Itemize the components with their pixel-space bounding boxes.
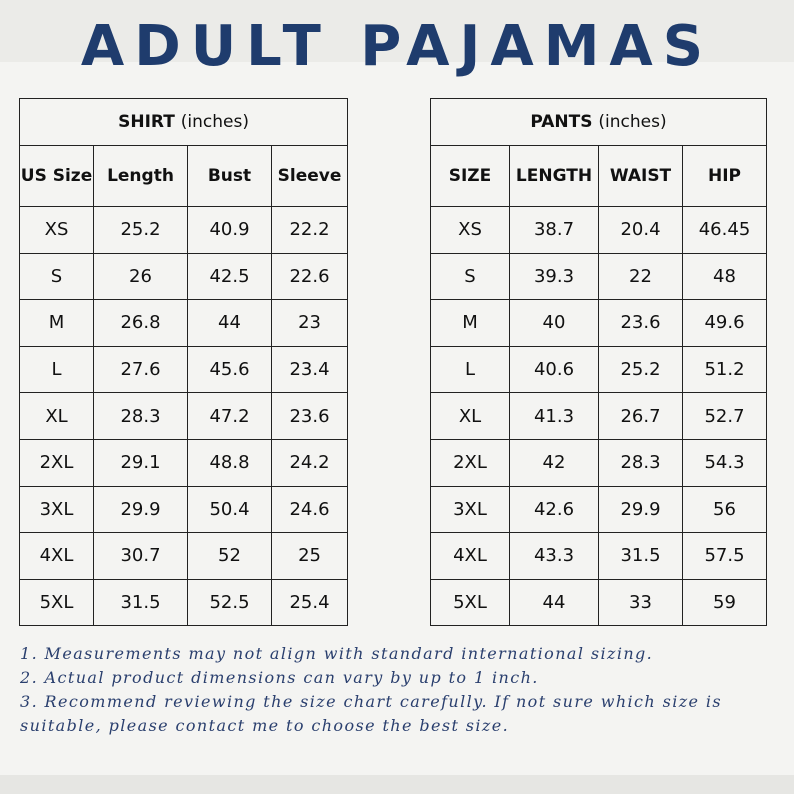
shirt-cell-bust: 45.6 (188, 346, 272, 393)
pants-table-row (431, 439, 767, 486)
pants-table-row (431, 300, 767, 347)
pants-header-waist: WAIST (599, 146, 683, 207)
shirt-cell-us-size: 2XL (20, 439, 94, 486)
shirt-cell-bust: 44 (188, 300, 272, 347)
pants-header-length: LENGTH (510, 146, 599, 207)
pants-table-row (431, 346, 767, 393)
pants-cell-waist: 26.7 (599, 393, 683, 440)
shirt-cell-length: 25.2 (94, 207, 188, 254)
shirt-cell-sleeve: 23 (272, 300, 348, 347)
pants-cell-size: 5XL (431, 579, 510, 626)
pants-cell-waist: 31.5 (599, 533, 683, 580)
shirt-table-body (20, 207, 348, 626)
pants-cell-hip: 49.6 (683, 300, 767, 347)
pants-cell-size: XS (431, 207, 510, 254)
pants-size-table (430, 98, 767, 626)
shirt-cell-bust: 47.2 (188, 393, 272, 440)
pants-table-row (431, 579, 767, 626)
shirt-cell-length: 26.8 (94, 300, 188, 347)
pants-cell-hip: 52.7 (683, 393, 767, 440)
shirt-caption-label: SHIRT (118, 112, 175, 132)
pants-table-row (431, 253, 767, 300)
shirt-table-row (20, 486, 348, 533)
note-3: 3. Recommend reviewing the size chart carefully. If not sure which size is suitable, please contact me to choose the best size. (20, 692, 723, 735)
pants-cell-size: 4XL (431, 533, 510, 580)
shirt-size-table (19, 98, 348, 626)
shirt-table-row (20, 439, 348, 486)
page-title: ADULT PAJAMAS (80, 14, 714, 79)
shirt-cell-sleeve: 24.6 (272, 486, 348, 533)
pants-cell-waist: 20.4 (599, 207, 683, 254)
shirt-header-size: US Size (20, 146, 94, 207)
footer-band (0, 775, 794, 794)
note-1: 1. Measurements may not align with standard international sizing. (20, 644, 654, 663)
pants-table-row (431, 207, 767, 254)
shirt-cell-sleeve: 25 (272, 533, 348, 580)
pants-table-row (431, 486, 767, 533)
shirt-cell-length: 27.6 (94, 346, 188, 393)
shirt-cell-length: 26 (94, 253, 188, 300)
pants-cell-hip: 54.3 (683, 439, 767, 486)
pants-table-body (431, 207, 767, 626)
shirt-cell-length: 29.1 (94, 439, 188, 486)
pants-cell-size: M (431, 300, 510, 347)
shirt-cell-length: 28.3 (94, 393, 188, 440)
shirt-table-row (20, 253, 348, 300)
pants-header-hip: HIP (683, 146, 767, 207)
shirt-cell-bust: 48.8 (188, 439, 272, 486)
shirt-cell-sleeve: 24.2 (272, 439, 348, 486)
pants-cell-hip: 48 (683, 253, 767, 300)
pants-header-size: SIZE (431, 146, 510, 207)
shirt-cell-length: 31.5 (94, 579, 188, 626)
shirt-table-row (20, 300, 348, 347)
shirt-cell-sleeve: 22.2 (272, 207, 348, 254)
pants-cell-hip: 57.5 (683, 533, 767, 580)
note-2: 2. Actual product dimensions can vary by up to 1 inch. (20, 668, 539, 687)
pants-cell-hip: 59 (683, 579, 767, 626)
shirt-table-row (20, 346, 348, 393)
pants-cell-hip: 46.45 (683, 207, 767, 254)
shirt-cell-bust: 50.4 (188, 486, 272, 533)
shirt-table-row (20, 207, 348, 254)
pants-cell-size: S (431, 253, 510, 300)
pants-cell-length: 40.6 (510, 346, 599, 393)
shirt-header-sleeve: Sleeve (272, 146, 348, 207)
pants-cell-waist: 23.6 (599, 300, 683, 347)
pants-cell-size: L (431, 346, 510, 393)
shirt-cell-sleeve: 25.4 (272, 579, 348, 626)
shirt-header-bust: Bust (188, 146, 272, 207)
pants-cell-hip: 51.2 (683, 346, 767, 393)
pants-caption-unit: (inches) (598, 112, 667, 132)
shirt-cell-us-size: 5XL (20, 579, 94, 626)
pants-cell-length: 43.3 (510, 533, 599, 580)
pants-cell-size: 3XL (431, 486, 510, 533)
pants-caption-label: PANTS (530, 112, 593, 132)
shirt-cell-us-size: XS (20, 207, 94, 254)
pants-cell-length: 40 (510, 300, 599, 347)
shirt-cell-bust: 42.5 (188, 253, 272, 300)
pants-cell-waist: 33 (599, 579, 683, 626)
shirt-caption-unit: (inches) (180, 112, 249, 132)
pants-cell-size: XL (431, 393, 510, 440)
pants-cell-length: 39.3 (510, 253, 599, 300)
pants-cell-length: 44 (510, 579, 599, 626)
shirt-cell-sleeve: 23.4 (272, 346, 348, 393)
pants-cell-length: 42.6 (510, 486, 599, 533)
shirt-header-length: Length (94, 146, 188, 207)
pants-cell-hip: 56 (683, 486, 767, 533)
shirt-table-row (20, 579, 348, 626)
pants-cell-waist: 29.9 (599, 486, 683, 533)
shirt-cell-us-size: 4XL (20, 533, 94, 580)
shirt-cell-us-size: 3XL (20, 486, 94, 533)
shirt-cell-us-size: XL (20, 393, 94, 440)
size-notes (20, 642, 780, 738)
shirt-cell-us-size: L (20, 346, 94, 393)
shirt-cell-us-size: S (20, 253, 94, 300)
pants-cell-waist: 25.2 (599, 346, 683, 393)
shirt-cell-bust: 52.5 (188, 579, 272, 626)
pants-table-row (431, 533, 767, 580)
shirt-cell-us-size: M (20, 300, 94, 347)
pants-cell-length: 42 (510, 439, 599, 486)
shirt-cell-sleeve: 23.6 (272, 393, 348, 440)
pants-cell-size: 2XL (431, 439, 510, 486)
pants-table-caption (431, 99, 767, 146)
shirt-table-row (20, 533, 348, 580)
pants-cell-waist: 28.3 (599, 439, 683, 486)
shirt-cell-length: 29.9 (94, 486, 188, 533)
shirt-cell-bust: 52 (188, 533, 272, 580)
shirt-table-caption (20, 99, 348, 146)
shirt-cell-length: 30.7 (94, 533, 188, 580)
pants-cell-waist: 22 (599, 253, 683, 300)
pants-cell-length: 41.3 (510, 393, 599, 440)
pants-table-row (431, 393, 767, 440)
shirt-cell-bust: 40.9 (188, 207, 272, 254)
pants-cell-length: 38.7 (510, 207, 599, 254)
shirt-cell-sleeve: 22.6 (272, 253, 348, 300)
shirt-table-row (20, 393, 348, 440)
